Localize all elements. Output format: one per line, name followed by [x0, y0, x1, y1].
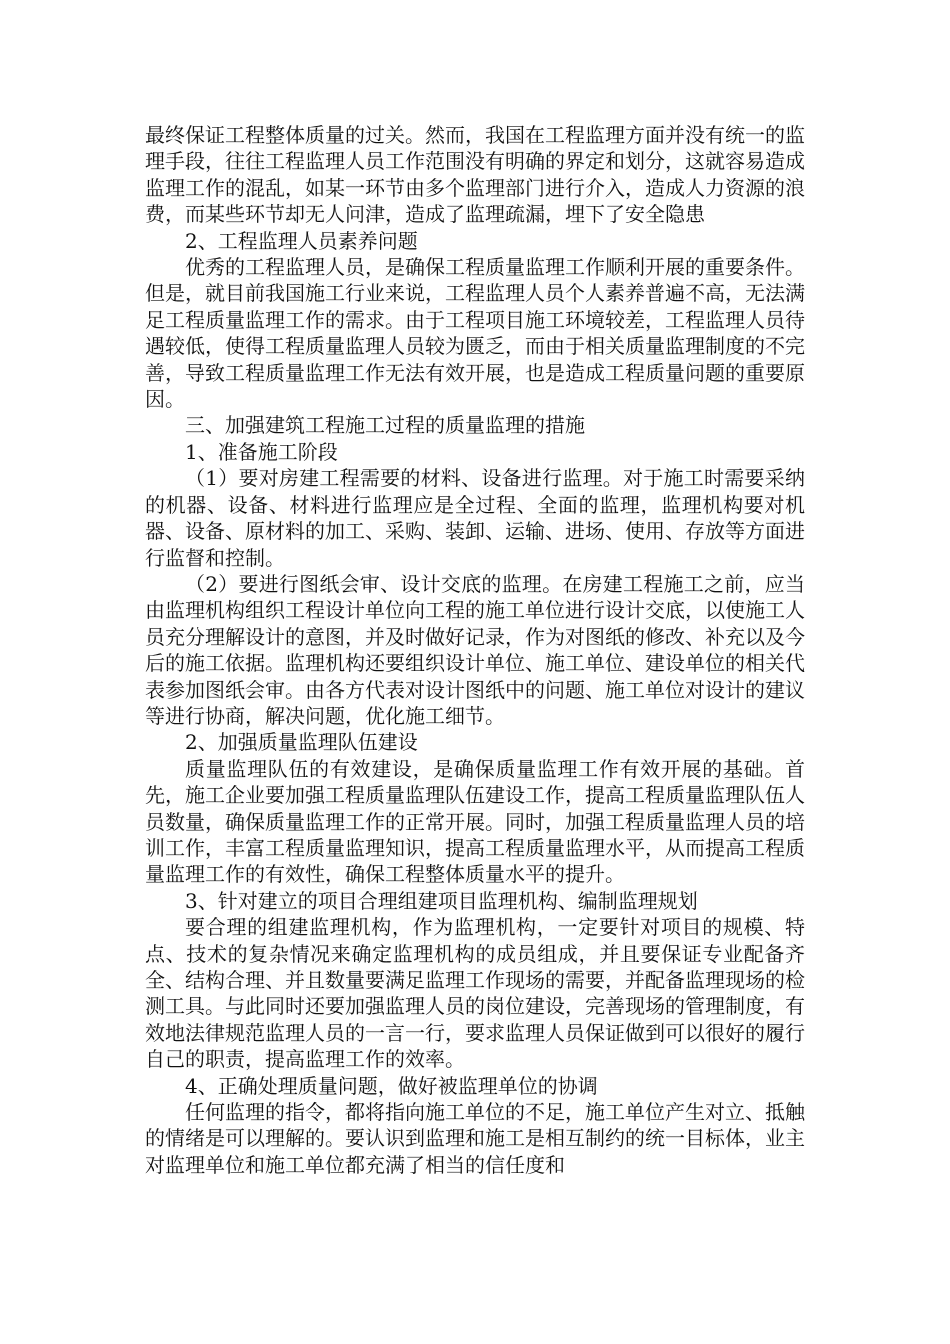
- paragraph-materials-supervision: （1）要对房建工程需要的材料、设备进行监理。对于施工时需要采纳的机器、设备、材料进行监理应是全过程、全面的监理，监理机构要对机器、设备、原材料的加工、采购、装卸、运输、进场、使用、存放等方面进行监督和控制。: [145, 466, 805, 570]
- chapter-heading-measures: 三、加强建筑工程施工过程的质量监理的措施: [185, 413, 585, 438]
- document-page: [145, 122, 805, 1178]
- section-heading-team-building: 2、加强质量监理队伍建设: [185, 730, 418, 755]
- section-heading-organization: 3、针对建立的项目合理组建项目监理机构、编制监理规划: [185, 888, 698, 913]
- paragraph-coordination: 任何监理的指令，都将指向施工单位的不足，施工单位产生对立、抵触的情绪是可以理解的。要认识到监理和施工是相互制约的统一目标体，业主对监理单位和施工单位都充满了相当的信任度和: [145, 1100, 805, 1177]
- paragraph-organization: 要合理的组建监理机构，作为监理机构，一定要针对项目的规模、特点、技术的复杂情况来确定监理机构的成员组成，并且要保证专业配备齐全、结构合理、并且数量要满足监理工作现场的需要，并配备监理现场的检测工具。与此同时还要加强监理人员的岗位建设，完善现场的管理制度，有效地法律规范监理人员的一言一行，要求监理人员保证做到可以很好的履行自己的职责，提高监理工作的效率。: [145, 915, 805, 1072]
- section-heading-staff-quality: 2、工程监理人员素养问题: [185, 228, 418, 253]
- section-heading-coordination: 4、正确处理质量问题，做好被监理单位的协调: [185, 1073, 598, 1098]
- paragraph-drawing-review: （2）要进行图纸会审、设计交底的监理。在房建工程施工之前，应当由监理机构组织工程设计单位向工程的施工单位进行设计交底，以使施工人员充分理解设计的意图，并及时做好记录，作为对图纸的修改、补充以及今后的施工依据。监理机构还要组织设计单位、施工单位、建设单位的相关代表参加图纸会审。由各方代表对设计图纸中的问题、施工单位对设计的建议等进行协商，解决问题，优化施工细节。: [145, 571, 805, 728]
- paragraph-team-building: 质量监理队伍的有效建设，是确保质量监理工作有效开展的基础。首先，施工企业要加强工程质量监理队伍建设工作，提高工程质量监理队伍人员数量，确保质量监理工作的正常开展。同时，加强工程质量监理人员的培训工作，丰富工程质量监理知识，提高工程质量监理水平，从而提高工程质量监理工作的有效性，确保工程整体质量水平的提升。: [145, 756, 805, 887]
- paragraph-intro-continuation: 最终保证工程整体质量的过关。然而，我国在工程监理方面并没有统一的监理手段，往往工程监理人员工作范围没有明确的界定和划分，这就容易造成监理工作的混乱，如某一环节由多个监理部门进行介入，造成人力资源的浪费，而某些环节却无人问津，造成了监理疏漏，埋下了安全隐患: [145, 123, 805, 227]
- section-heading-preparation: 1、准备施工阶段: [185, 439, 338, 464]
- paragraph-staff-quality: 优秀的工程监理人员，是确保工程质量监理工作顺利开展的重要条件。但是，就目前我国施工行业来说，工程监理人员个人素养普遍不高，无法满足工程质量监理工作的需求。由于工程项目施工环境较差，工程监理人员待遇较低，使得工程质量监理人员较为匮乏，而由于相关质量监理制度的不完善，导致工程质量监理工作无法有效开展，也是造成工程质量问题的重要原因。: [145, 255, 805, 412]
